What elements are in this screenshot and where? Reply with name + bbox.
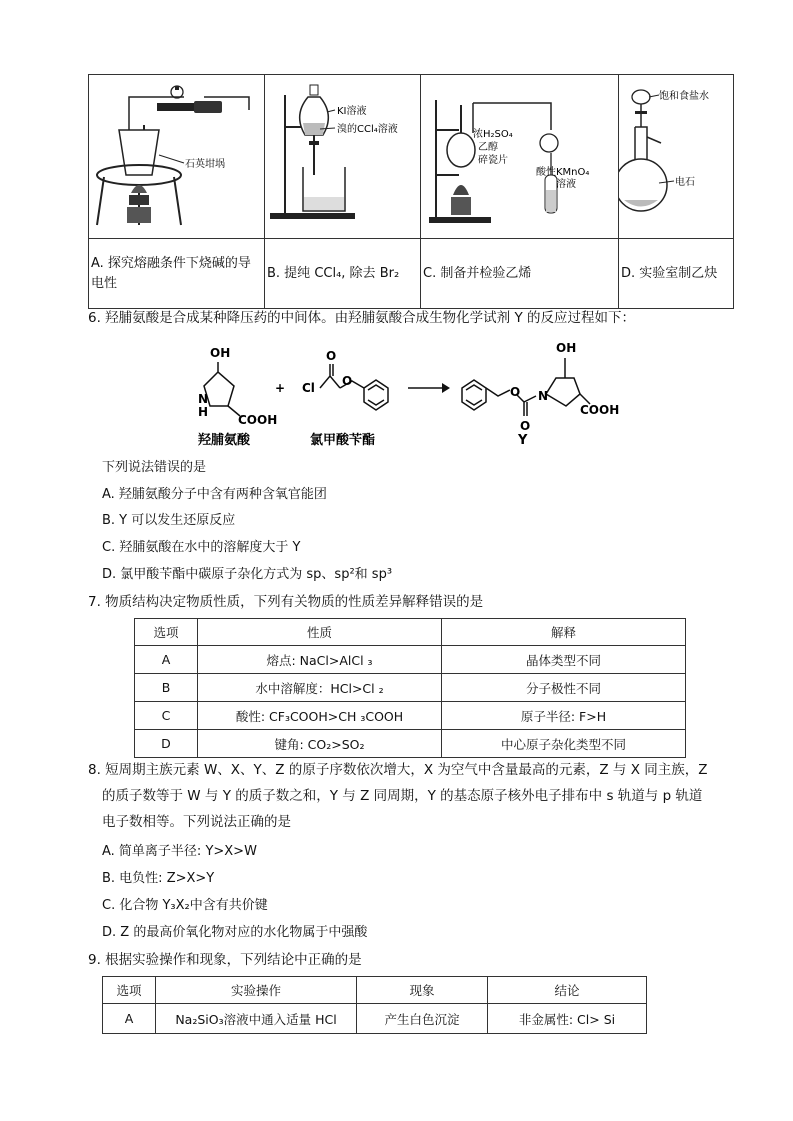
label-carbide: 电石	[675, 177, 695, 188]
name-hydroxyproline: 羟脯氨酸	[198, 433, 251, 448]
q8-stem-line-2: 的质子数等于 W 与 Y 的质子数之和，Y 与 Z 同周期，Y 的基态原子核外电子排布中 s 轨道与 p 轨道	[102, 788, 703, 804]
caption-c: C. 制备并检验乙烯	[421, 239, 619, 309]
q8-option-d: D. Z 的最高价氧化物对应的水化物属于中强酸	[102, 925, 368, 940]
apparatus-d-cell	[619, 75, 734, 239]
q7-row-d-property: 键角: CO₂>SO₂	[198, 730, 442, 758]
q8-option-c: C. 化合物 Y₃X₂中含有共价键	[102, 898, 268, 913]
q7-header-explanation: 解释	[442, 619, 686, 646]
q7-row-d-option: D	[135, 730, 198, 758]
apparatus-a-cell	[89, 75, 265, 239]
label-kmno4: 酸性KMnO₄	[536, 167, 590, 178]
q7-row-c-property: 酸性: CF₃COOH>CH ₃COOH	[198, 702, 442, 730]
q7-header-property: 性质	[198, 619, 442, 646]
q9-table	[102, 976, 647, 1034]
question-9-stem: 9. 根据实验操作和现象，下列结论中正确的是	[88, 952, 362, 968]
label-crucible: 石英坩埚	[185, 159, 225, 170]
q6-option-c: C. 羟脯氨酸在水中的溶解度大于 Y	[102, 540, 301, 555]
atom-oh-product: OH	[556, 341, 577, 355]
q8-stem-line-1: 8. 短周期主族元素 W、X、Y、Z 的原子序数依次增大，X 为空气中含量最高的元素，Z 与 X 同主族，Z	[88, 762, 708, 778]
q9-row-a-conclusion: 非金属性: Cl> Si	[488, 1004, 647, 1034]
q7-row-b-option: B	[135, 674, 198, 702]
q7-table	[134, 618, 686, 758]
q6-option-a: A. 羟脯氨酸分子中含有两种含氧官能团	[102, 487, 327, 502]
q8-option-b: B. 电负性: Z>X>Y	[102, 871, 215, 886]
q9-row-a-option: A	[103, 1004, 156, 1034]
label-brine: 饱和食盐水	[659, 91, 709, 102]
name-product-y: Y	[518, 433, 528, 448]
q7-row-d-explanation: 中心原子杂化类型不同	[442, 730, 686, 758]
question-6-stem: 6. 羟脯氨酸是合成某种降压药的中间体。由羟脯氨酸合成生物化学试剂 Y 的反应过程如下：	[88, 310, 635, 326]
caption-b: B. 提纯 CCl₄, 除去 Br₂	[265, 239, 421, 309]
atom-o-carbonyl-2: O	[520, 419, 531, 433]
atom-nh-h: H	[198, 405, 209, 419]
question-8-stem	[88, 760, 748, 832]
plus-sign: +	[275, 381, 286, 395]
apparatus-b-figure	[265, 75, 420, 235]
label-br2-ccl4: 溴的CCl₄溶液	[337, 124, 398, 135]
atom-o-ester-1: O	[342, 374, 353, 388]
q9-row-a-operation: Na₂SiO₃溶液中通入适量 HCl	[156, 1004, 357, 1034]
name-benzyl-chloroformate: 氯甲酸苄酯	[310, 433, 376, 448]
label-solution: 溶液	[556, 179, 576, 190]
label-h2so4: 浓H₂SO₄	[473, 129, 513, 140]
q9-header-conclusion: 结论	[488, 977, 647, 1004]
q6-option-d: D. 氯甲酸苄酯中碳原子杂化方式为 sp、sp²和 sp³	[102, 567, 393, 582]
q9-row-a-phenomenon: 产生白色沉淀	[357, 1004, 488, 1034]
q7-row-c-option: C	[135, 702, 198, 730]
q9-header-option: 选项	[103, 977, 156, 1004]
atom-n: N	[538, 389, 549, 403]
apparatus-table	[88, 74, 734, 309]
question-7-stem: 7. 物质结构决定物质性质，下列有关物质的性质差异解释错误的是	[88, 594, 484, 610]
atom-cooh: COOH	[238, 413, 278, 427]
atom-o-ester-2: O	[510, 385, 521, 399]
q8-stem-line-3: 电子数相等。下列说法正确的是	[102, 814, 291, 830]
atom-oh: OH	[210, 346, 231, 360]
q6-option-b: B. Y 可以发生还原反应	[102, 513, 236, 528]
label-ethanol: 乙醇	[478, 142, 498, 153]
apparatus-c-figure	[421, 75, 618, 235]
apparatus-b-cell	[265, 75, 421, 239]
q7-row-b-explanation: 分子极性不同	[442, 674, 686, 702]
q9-header-operation: 实验操作	[156, 977, 357, 1004]
q9-header-phenomenon: 现象	[357, 977, 488, 1004]
label-ki: KI溶液	[337, 106, 367, 117]
q7-row-c-explanation: 原子半径: F>H	[442, 702, 686, 730]
q7-row-a-option: A	[135, 646, 198, 674]
reaction-scheme	[180, 336, 620, 448]
q8-option-a: A. 简单离子半径: Y>X>W	[102, 844, 257, 859]
atom-o-carbonyl-1: O	[326, 349, 337, 363]
q7-header-option: 选项	[135, 619, 198, 646]
label-porcelain: 碎瓷片	[478, 155, 508, 166]
q7-row-a-property: 熔点: NaCl>AlCl ₃	[198, 646, 442, 674]
atom-cooh-product: COOH	[580, 403, 620, 417]
apparatus-d-figure	[619, 75, 733, 235]
apparatus-a-figure	[89, 75, 264, 235]
q7-row-b-property: 水中溶解度：HCl>Cl ₂	[198, 674, 442, 702]
apparatus-c-cell	[421, 75, 619, 239]
question-6-prompt: 下列说法错误的是	[102, 460, 207, 475]
atom-cl: Cl	[302, 381, 315, 395]
atom-nh-n: N	[198, 392, 209, 406]
caption-a: A. 探究熔融条件下烧碱的导电性	[89, 239, 265, 309]
q7-row-a-explanation: 晶体类型不同	[442, 646, 686, 674]
caption-d: D. 实验室制乙炔	[619, 239, 734, 309]
